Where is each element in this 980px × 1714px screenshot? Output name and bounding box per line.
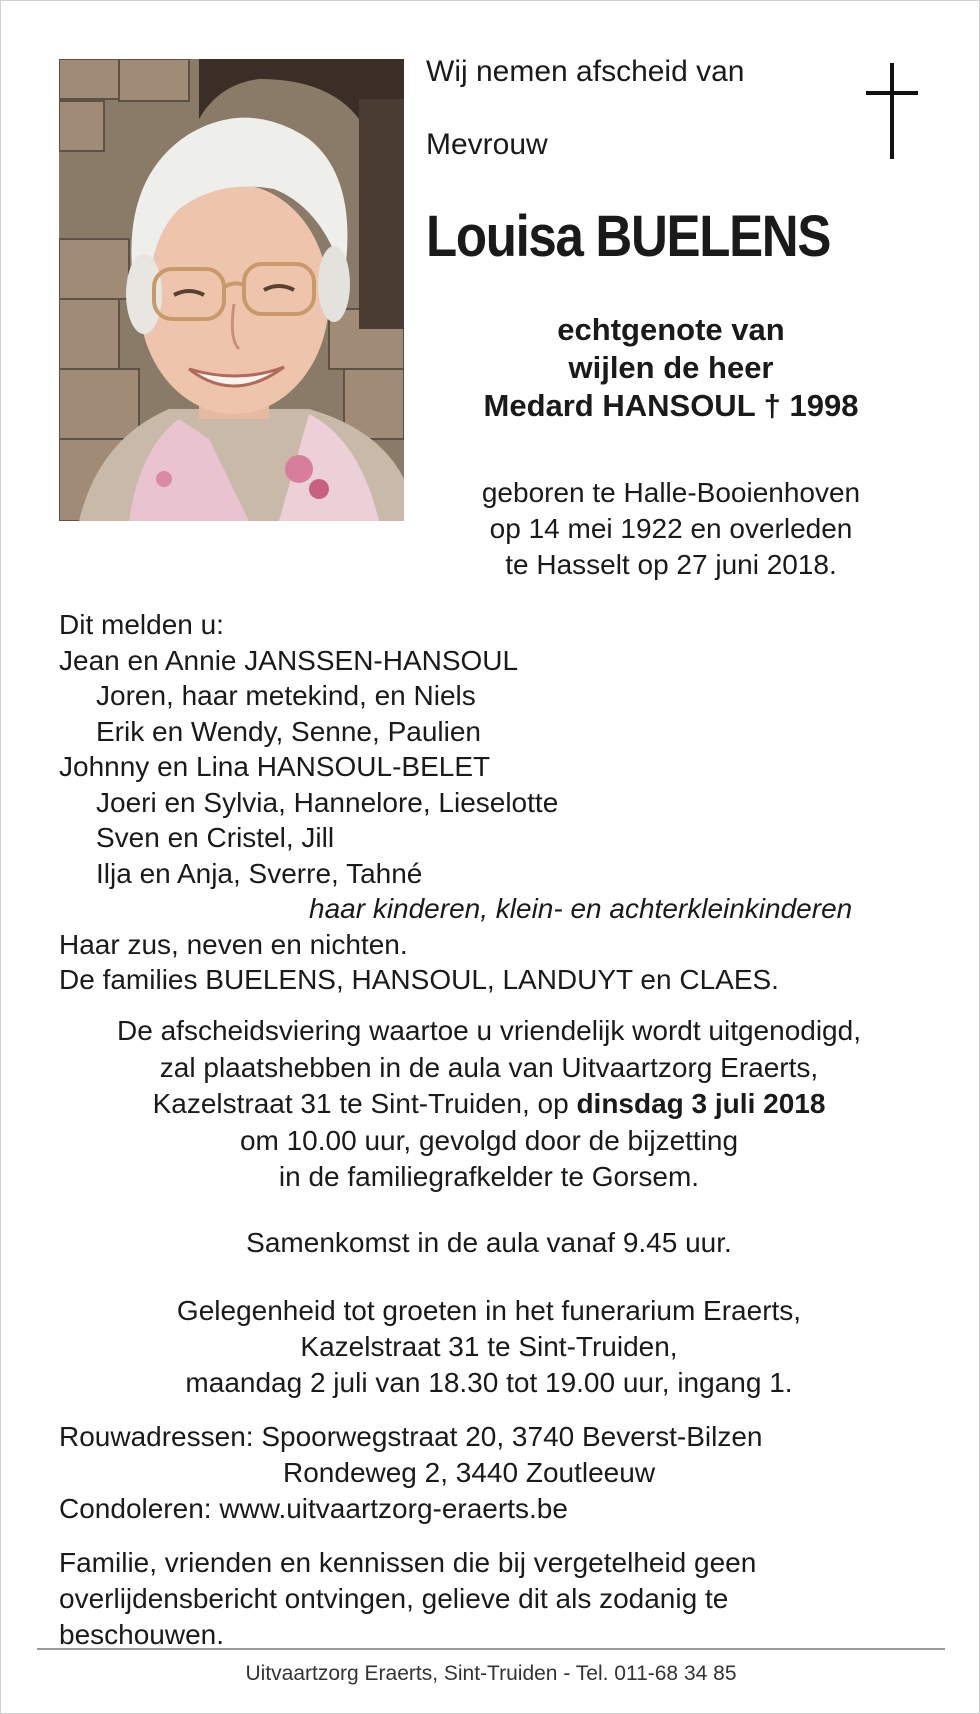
notice-line-2: overlijdensbericht ontvingen, gelieve dit als zodanig te — [59, 1583, 729, 1614]
birth-death-block — [421, 475, 921, 583]
birth-line-1: geboren te Halle-Booienhoven — [481, 477, 861, 508]
visitation-line-3: maandag 2 juli van 18.30 tot 19.00 uur, ingang 1. — [185, 1367, 793, 1398]
condolence-link: Condoleren: www.uitvaartzorg-eraerts.be — [59, 1493, 568, 1524]
family-relation: haar kinderen, klein- en achterkleinkinderen — [309, 893, 853, 924]
spouse-line-3: Medard HANSOUL † 1998 — [483, 388, 859, 423]
family-line: Joren, haar metekind, en Niels — [96, 680, 476, 711]
footer-divider — [37, 1648, 945, 1650]
footer-text: Uitvaartzorg Eraerts, Sint-Truiden - Tel. 011-68 34 85 — [245, 1662, 737, 1685]
notice-line-3: beschouwen. — [59, 1619, 225, 1650]
family-line: Jean en Annie JANSSEN-HANSOUL — [59, 644, 519, 676]
address-line-1: Rouwadressen: Spoorwegstraat 20, 3740 Beverst-Bilzen — [59, 1421, 763, 1452]
family-line: Joeri en Sylvia, Hannelore, Lieselotte — [96, 786, 559, 818]
family-list — [59, 607, 939, 998]
address-line-2: Rondeweg 2, 3440 Zoutleeuw — [283, 1457, 656, 1488]
ceremony-line-4: om 10.00 uur, gevolgd door de bijzetting — [239, 1124, 739, 1156]
deceased-name: Louisa BUELENS — [426, 204, 831, 269]
family-line: Ilja en Anja, Sverre, Tahné — [96, 857, 423, 889]
portrait-photo — [59, 59, 404, 521]
visitation-line-2: Kazelstraat 31 te Sint-Truiden, — [300, 1331, 678, 1362]
birth-line-3: te Hasselt op 27 juni 2018. — [505, 549, 837, 580]
visitation-block — [59, 1293, 919, 1401]
notice-text — [59, 1545, 899, 1653]
ceremony-line-2: zal plaatshebben in de aula van Uitvaartzorg Eraerts, — [159, 1051, 819, 1083]
birth-line-2: op 14 mei 1922 en overleden — [489, 513, 853, 544]
spouse-block — [421, 311, 921, 425]
ceremony-date: dinsdag 3 juli 2018 — [576, 1088, 826, 1119]
ceremony-line-5: in de familiegrafkelder te Gorsem. — [278, 1161, 700, 1192]
spouse-line-1: echtgenote van — [557, 312, 785, 347]
gathering-text: Samenkomst in de aula vanaf 9.45 uur. — [246, 1227, 732, 1258]
family-line: Johnny en Lina HANSOUL-BELET — [59, 751, 491, 782]
spouse-line-2: wijlen de heer — [568, 350, 774, 385]
salutation: Mevrouw — [426, 128, 548, 161]
family-line: Sven en Cristel, Jill — [96, 822, 335, 853]
family-line: Haar zus, neven en nichten. — [59, 928, 408, 960]
family-line: Erik en Wendy, Senne, Paulien — [96, 715, 481, 747]
ceremony-location: Kazelstraat 31 te Sint-Truiden, op — [152, 1088, 577, 1119]
ceremony-block — [59, 1013, 919, 1196]
ceremony-line-3 — [59, 1086, 919, 1123]
family-heading: Dit melden u: — [59, 609, 224, 640]
notice-line-1: Familie, vrienden en kennissen die bij vergetelheid geen — [59, 1547, 757, 1578]
family-line: De families BUELENS, HANSOUL, LANDUYT en CLAES. — [59, 964, 779, 995]
visitation-line-1: Gelegenheid tot groeten in het funerarium Eraerts, — [176, 1295, 802, 1326]
ceremony-line-1: De afscheidsviering waartoe u vriendelijk wordt uitgenodigd, — [117, 1015, 861, 1046]
address-block — [59, 1419, 939, 1527]
cross-icon — [863, 63, 923, 163]
intro-text: Wij nemen afscheid van — [426, 55, 745, 88]
